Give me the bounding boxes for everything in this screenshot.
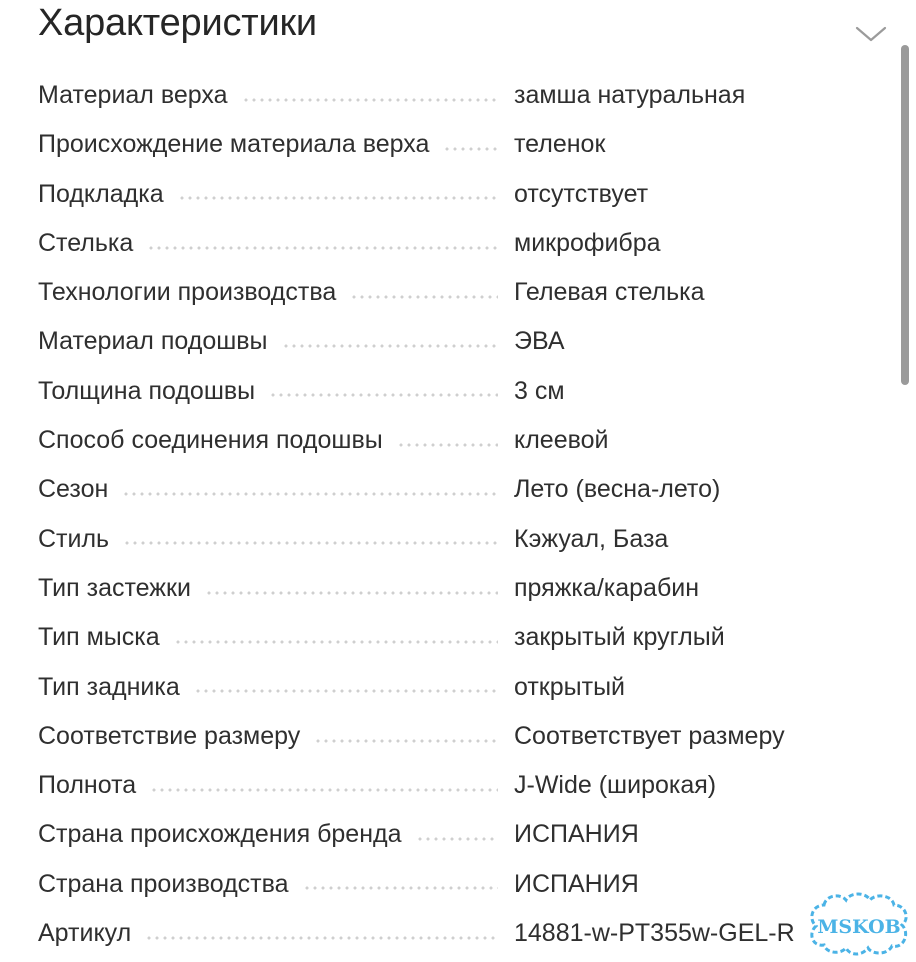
spec-label: Тип задника <box>38 672 180 701</box>
spec-label: Толщина подошвы <box>38 376 256 405</box>
dotted-leader <box>443 147 498 151</box>
dotted-leader <box>145 936 498 940</box>
spec-row <box>38 416 818 465</box>
spec-row <box>38 712 818 761</box>
spec-row <box>38 317 818 366</box>
section-title: Характеристики <box>38 2 317 44</box>
spec-label: Страна происхождения бренда <box>38 820 402 849</box>
spec-row <box>38 810 818 859</box>
spec-row <box>38 71 818 120</box>
spec-value: ИСПАНИЯ <box>514 869 639 898</box>
scrollbar-thumb[interactable] <box>901 45 909 385</box>
spec-value: 3 см <box>514 376 565 405</box>
spec-value: Соответствует размеру <box>514 721 785 750</box>
spec-value: Лето (весна-лето) <box>514 475 721 504</box>
dotted-leader <box>242 98 499 102</box>
spec-value: пряжка/карабин <box>514 573 700 602</box>
spec-row <box>38 515 818 564</box>
specs-list <box>38 71 818 958</box>
spec-row <box>38 909 818 958</box>
spec-row <box>38 367 818 416</box>
spec-label: Способ соединения подошвы <box>38 426 383 455</box>
dotted-leader <box>147 246 498 250</box>
spec-value: открытый <box>514 672 625 701</box>
chevron-down-icon[interactable] <box>854 22 888 46</box>
spec-value: Гелевая стелька <box>514 278 705 307</box>
dotted-leader <box>178 196 498 200</box>
spec-row <box>38 219 818 268</box>
spec-label: Сезон <box>38 475 109 504</box>
spec-value: клеевой <box>514 426 609 455</box>
spec-value: ИСПАНИЯ <box>514 820 639 849</box>
spec-label: Стелька <box>38 228 134 257</box>
dotted-leader <box>122 492 498 496</box>
dotted-leader <box>314 739 498 743</box>
spec-value: теленок <box>514 130 606 159</box>
dotted-leader <box>397 443 498 447</box>
dotted-leader <box>282 344 498 348</box>
spec-value: отсутствует <box>514 179 649 208</box>
spec-row <box>38 761 818 810</box>
spec-value: закрытый круглый <box>514 623 725 652</box>
spec-label: Стиль <box>38 524 110 553</box>
dotted-leader <box>416 837 498 841</box>
dotted-leader <box>150 788 498 792</box>
dotted-leader <box>303 886 498 890</box>
spec-label: Происхождение материала верха <box>38 130 430 159</box>
spec-label: Артикул <box>38 919 132 948</box>
spec-value: микрофибра <box>514 228 661 257</box>
spec-value: 14881-w-PT355w-GEL-R <box>514 919 795 948</box>
spec-row <box>38 120 818 169</box>
spec-label: Материал подошвы <box>38 327 268 356</box>
spec-value: ЭВА <box>514 327 565 356</box>
spec-row <box>38 663 818 712</box>
spec-label: Тип застежки <box>38 573 191 602</box>
dotted-leader <box>350 295 498 299</box>
dotted-leader <box>269 393 498 397</box>
spec-label: Подкладка <box>38 179 164 208</box>
spec-row <box>38 170 818 219</box>
spec-label: Страна производства <box>38 869 289 898</box>
spec-value: Кэжуал, База <box>514 524 669 553</box>
spec-value: замша натуральная <box>514 81 746 109</box>
spec-row <box>38 860 818 909</box>
watermark-logo <box>806 891 912 957</box>
spec-label: Технологии производства <box>38 278 337 307</box>
spec-row <box>38 268 818 317</box>
dotted-leader <box>194 689 498 693</box>
characteristics-header[interactable] <box>38 0 888 56</box>
spec-value: J-Wide (широкая) <box>514 771 717 800</box>
watermark-text: MSKOB <box>817 916 901 938</box>
dotted-leader <box>205 591 498 595</box>
dotted-leader <box>123 541 498 545</box>
spec-row <box>38 564 818 613</box>
spec-label: Соответствие размеру <box>38 721 301 750</box>
dotted-leader <box>174 640 498 644</box>
spec-label: Тип мыска <box>38 623 160 652</box>
spec-row <box>38 465 818 514</box>
spec-row <box>38 613 818 662</box>
spec-label: Полнота <box>38 771 137 800</box>
spec-label: Материал верха <box>38 81 228 109</box>
